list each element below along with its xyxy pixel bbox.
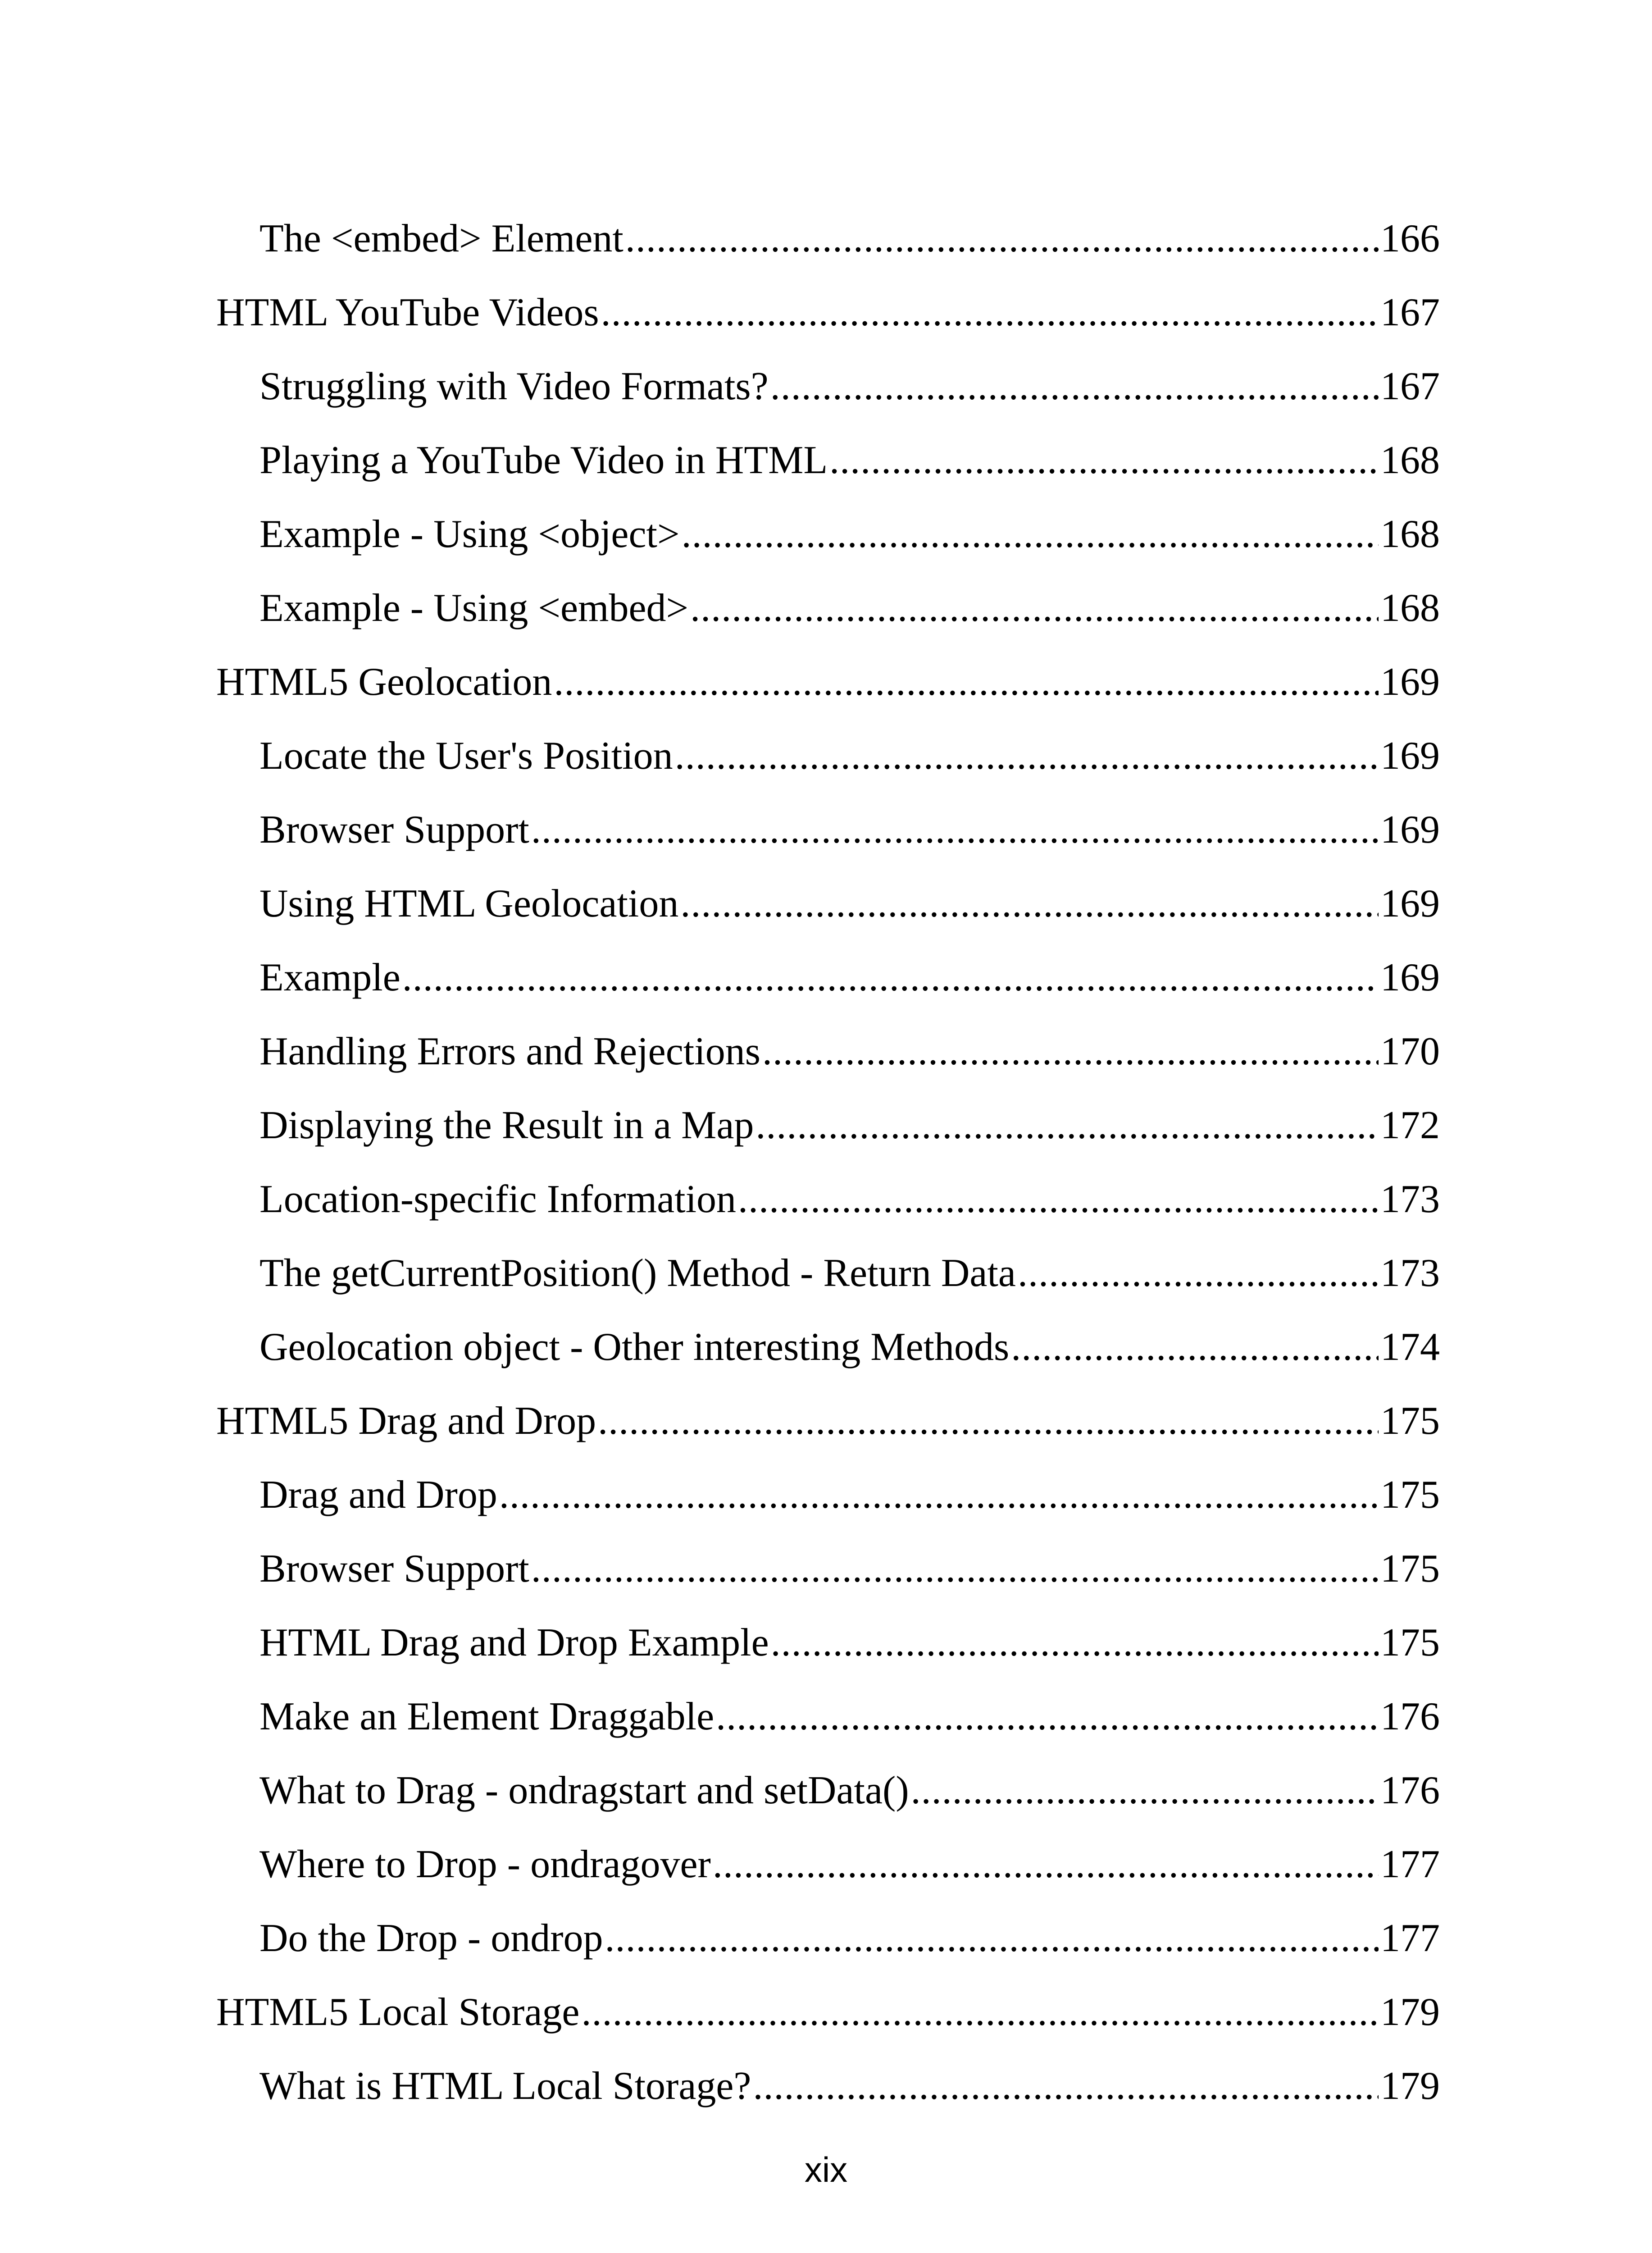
- toc-entry-title: Locate the User's Position: [259, 734, 673, 778]
- toc-chapter-entry[interactable]: [216, 645, 1440, 719]
- toc-chapter-entry[interactable]: [216, 1975, 1440, 2049]
- toc-entry-title: The getCurrentPosition() Method - Return Data: [259, 1251, 1016, 1295]
- dot-leader: [531, 1532, 1379, 1606]
- toc-entry-page-number: 169: [1380, 808, 1440, 852]
- dot-leader: [675, 719, 1379, 793]
- toc-section-entry[interactable]: [216, 1236, 1440, 1310]
- toc-entry-title: Example: [259, 956, 400, 999]
- toc-entry-title: Struggling with Video Formats?: [259, 365, 769, 408]
- toc-entry-page-number: 168: [1380, 512, 1440, 556]
- toc-section-entry[interactable]: [216, 1828, 1440, 1902]
- toc-entry-title: Displaying the Result in a Map: [259, 1104, 754, 1147]
- toc-chapter-entry[interactable]: [216, 276, 1440, 350]
- toc-section-entry[interactable]: [216, 202, 1440, 276]
- dot-leader: [1011, 1310, 1379, 1384]
- toc-section-entry[interactable]: [216, 867, 1440, 941]
- dot-leader: [581, 1975, 1379, 2049]
- toc-entry-page-number: 177: [1380, 1916, 1440, 1960]
- dot-leader: [690, 571, 1379, 645]
- toc-entry-title: The <embed> Element: [259, 217, 623, 260]
- toc-entry-title: Do the Drop - ondrop: [259, 1916, 603, 1960]
- toc-section-entry[interactable]: [216, 1680, 1440, 1754]
- toc-section-entry[interactable]: [216, 1606, 1440, 1680]
- table-of-contents: [216, 202, 1440, 2123]
- dot-leader: [605, 1902, 1379, 1975]
- toc-entry-page-number: 179: [1380, 1990, 1440, 2034]
- toc-entry-title: HTML5 Geolocation: [216, 660, 552, 704]
- toc-section-entry[interactable]: [216, 941, 1440, 1015]
- toc-entry-title: HTML YouTube Videos: [216, 291, 599, 334]
- toc-entry-page-number: 172: [1380, 1104, 1440, 1147]
- toc-entry-title: Drag and Drop: [259, 1473, 497, 1517]
- dot-leader: [531, 793, 1379, 867]
- toc-entry-page-number: 175: [1380, 1621, 1440, 1665]
- dot-leader: [682, 497, 1379, 571]
- toc-entry-title: Browser Support: [259, 808, 529, 852]
- toc-entry-page-number: 169: [1380, 734, 1440, 778]
- dot-leader: [762, 1015, 1379, 1089]
- toc-entry-title: HTML5 Drag and Drop: [216, 1399, 596, 1443]
- dot-leader: [402, 941, 1379, 1015]
- toc-entry-page-number: 175: [1380, 1473, 1440, 1517]
- toc-entry-page-number: 179: [1380, 2064, 1440, 2108]
- toc-entry-title: Example - Using <embed>: [259, 586, 689, 630]
- toc-section-entry[interactable]: [216, 571, 1440, 645]
- dot-leader: [499, 1458, 1379, 1532]
- toc-entry-page-number: 170: [1380, 1030, 1440, 1073]
- toc-entry-page-number: 168: [1380, 586, 1440, 630]
- dot-leader: [601, 276, 1379, 350]
- toc-entry-title: Make an Element Draggable: [259, 1695, 715, 1738]
- toc-entry-title: Handling Errors and Rejections: [259, 1030, 760, 1073]
- dot-leader: [755, 1089, 1379, 1163]
- dot-leader: [911, 1754, 1379, 1828]
- toc-entry-page-number: 175: [1380, 1547, 1440, 1591]
- toc-section-entry[interactable]: [216, 1310, 1440, 1384]
- toc-entry-title: What to Drag - ondragstart and setData(): [259, 1769, 909, 1812]
- toc-entry-title: What is HTML Local Storage?: [259, 2064, 751, 2108]
- dot-leader: [1018, 1236, 1379, 1310]
- toc-section-entry[interactable]: [216, 2049, 1440, 2123]
- toc-entry-page-number: 176: [1380, 1695, 1440, 1738]
- dot-leader: [829, 424, 1379, 497]
- page-number: xix: [804, 2150, 848, 2189]
- toc-entry-page-number: 167: [1380, 291, 1440, 334]
- toc-section-entry[interactable]: [216, 793, 1440, 867]
- toc-entry-page-number: 173: [1380, 1251, 1440, 1295]
- toc-section-entry[interactable]: [216, 1163, 1440, 1236]
- toc-entry-page-number: 168: [1380, 438, 1440, 482]
- toc-entry-page-number: 177: [1380, 1843, 1440, 1886]
- toc-section-entry[interactable]: [216, 424, 1440, 497]
- toc-section-entry[interactable]: [216, 719, 1440, 793]
- dot-leader: [598, 1384, 1379, 1458]
- toc-entry-page-number: 169: [1380, 956, 1440, 999]
- toc-section-entry[interactable]: [216, 1015, 1440, 1089]
- dot-leader: [625, 202, 1379, 276]
- toc-entry-page-number: 166: [1380, 217, 1440, 260]
- toc-entry-title: Geolocation object - Other interesting Methods: [259, 1325, 1010, 1369]
- dot-leader: [770, 350, 1379, 424]
- toc-entry-title: HTML Drag and Drop Example: [259, 1621, 769, 1665]
- toc-entry-page-number: 169: [1380, 882, 1440, 926]
- toc-entry-page-number: 173: [1380, 1177, 1440, 1221]
- dot-leader: [771, 1606, 1379, 1680]
- toc-entry-title: Location-specific Information: [259, 1177, 737, 1221]
- toc-entry-title: HTML5 Local Storage: [216, 1990, 580, 2034]
- toc-chapter-entry[interactable]: [216, 1384, 1440, 1458]
- dot-leader: [713, 1828, 1379, 1902]
- toc-section-entry[interactable]: [216, 1902, 1440, 1975]
- toc-entry-page-number: 176: [1380, 1769, 1440, 1812]
- toc-section-entry[interactable]: [216, 1089, 1440, 1163]
- toc-entry-title: Example - Using <object>: [259, 512, 680, 556]
- toc-entry-page-number: 175: [1380, 1399, 1440, 1443]
- dot-leader: [554, 645, 1379, 719]
- toc-entry-page-number: 174: [1380, 1325, 1440, 1369]
- toc-entry-title: Where to Drop - ondragover: [259, 1843, 711, 1886]
- toc-entry-title: Playing a YouTube Video in HTML: [259, 438, 828, 482]
- toc-section-entry[interactable]: [216, 1458, 1440, 1532]
- toc-section-entry[interactable]: [216, 497, 1440, 571]
- toc-entry-title: Using HTML Geolocation: [259, 882, 679, 926]
- toc-entry-page-number: 167: [1380, 365, 1440, 408]
- dot-leader: [753, 2049, 1379, 2123]
- dot-leader: [716, 1680, 1379, 1754]
- dot-leader: [680, 867, 1379, 941]
- toc-section-entry[interactable]: [216, 350, 1440, 424]
- toc-section-entry[interactable]: [216, 1754, 1440, 1828]
- toc-entry-page-number: 169: [1380, 660, 1440, 704]
- dot-leader: [738, 1163, 1379, 1236]
- toc-section-entry[interactable]: [216, 1532, 1440, 1606]
- toc-entry-title: Browser Support: [259, 1547, 529, 1591]
